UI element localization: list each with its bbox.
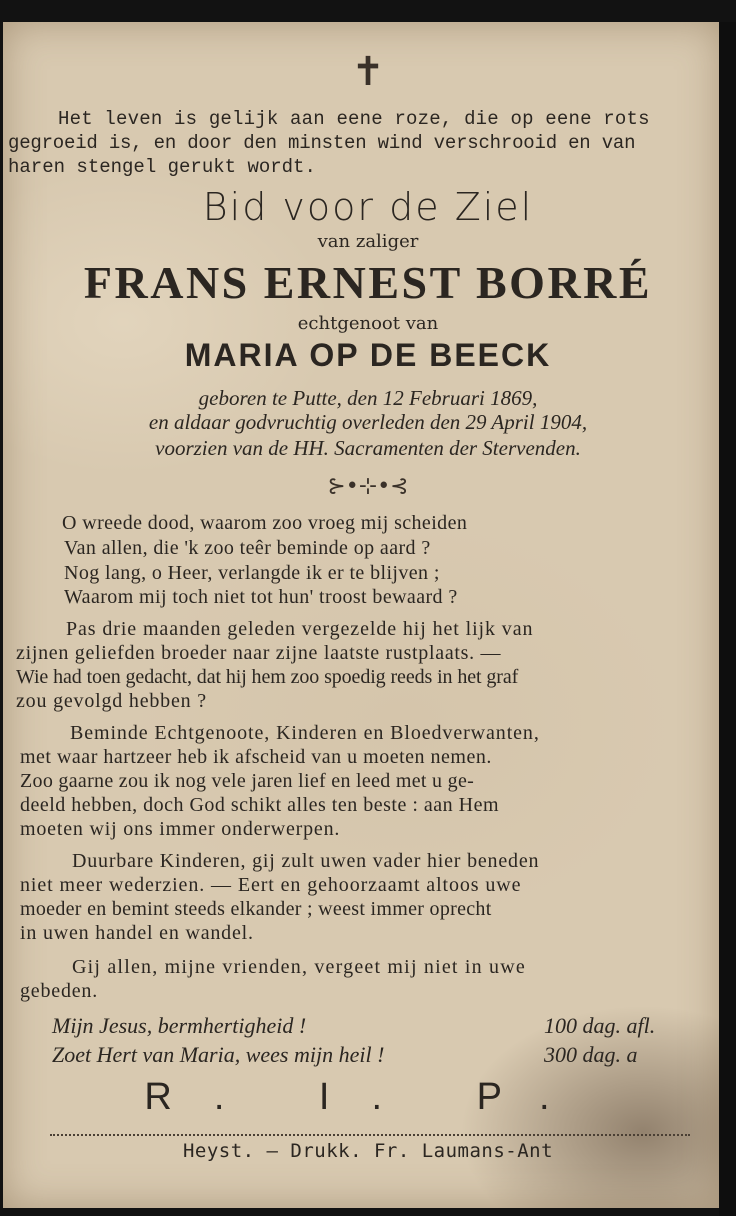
poem-line: Nog lang, o Heer, verlangde ik er te blijven ; bbox=[64, 562, 440, 584]
indulgence-prayer: Zoet Hert van Maria, wees mijn heil ! bbox=[52, 1042, 385, 1067]
paragraph-line: zijnen geliefden broeder naar zijne laatste rustplaats. — bbox=[16, 642, 502, 664]
spouse-name: MARIA OP DE BEECK bbox=[184, 337, 552, 373]
printer-credit: Heyst. — Drukk. Fr. Laumans-Ant bbox=[182, 1140, 554, 1162]
cross-icon: ✝ bbox=[351, 49, 385, 95]
paragraph-line: Zoo gaarne zou ik nog vele jaren lief en leed met u ge- bbox=[20, 770, 475, 792]
intro-line: gegroeid is, en door den minsten wind verschrooid en van bbox=[8, 132, 636, 154]
paragraph-line: Beminde Echtgenoote, Kinderen en Bloedverwanten, bbox=[70, 722, 540, 744]
paragraph-line: gebeden. bbox=[20, 980, 99, 1002]
paragraph-line: niet meer wederzien. — Eert en gehoorzaamt altoos uwe bbox=[20, 874, 522, 896]
intro-line: Het leven is gelijk aan eene roze, die op eene rots bbox=[58, 108, 650, 130]
sacrament-line: voorzien van de HH. Sacramenten der Stervenden. bbox=[155, 436, 581, 460]
paragraph-line: in uwen handel en wandel. bbox=[20, 922, 254, 944]
paragraph-line: Gij allen, mijne vrienden, vergeet mij niet in uwe bbox=[72, 956, 526, 978]
paragraph-line: deeld hebben, doch God schikt alles ten beste : aan Hem bbox=[20, 794, 500, 816]
deceased-name: FRANS ERNEST BORRÉ bbox=[83, 257, 653, 308]
indulgence-days: 300 dag. a bbox=[544, 1042, 638, 1067]
paragraph-line: Duurbare Kinderen, gij zult uwen vader hier beneden bbox=[72, 850, 540, 872]
paragraph-line: moeten wij ons immer onderwerpen. bbox=[20, 818, 341, 840]
late-label: van zaliger bbox=[317, 231, 419, 252]
prayer-heading: Bid voor de Ziel bbox=[202, 185, 534, 229]
dotted-divider bbox=[50, 1134, 690, 1136]
paragraph-line: Wie had toen gedacht, dat hij hem zoo spoedig reeds in het graf bbox=[16, 666, 519, 688]
spouse-label: echtgenoot van bbox=[297, 313, 439, 334]
paragraph-line: moeder en bemint steeds elkander ; weest immer oprecht bbox=[20, 898, 492, 920]
poem-line: Waarom mij toch niet tot hun' troost bewaard ? bbox=[64, 586, 458, 608]
indulgence-days: 100 dag. afl. bbox=[544, 1013, 656, 1038]
poem-line: Van allen, die 'k zoo teêr beminde op aard ? bbox=[64, 537, 431, 559]
paragraph-line: met waar hartzeer heb ik afscheid van u moeten nemen. bbox=[20, 746, 492, 768]
death-date-line: en aldaar godvruchtig overleden den 29 April 1904, bbox=[148, 410, 588, 434]
paragraph-line: zou gevolgd hebben ? bbox=[16, 690, 207, 712]
intro-line: haren stengel gerukt wordt. bbox=[8, 156, 316, 178]
rip-text: R. I. P. bbox=[144, 1076, 592, 1118]
indulgence-prayer: Mijn Jesus, bermhertigheid ! bbox=[52, 1013, 307, 1038]
paragraph-line: Pas drie maanden geleden vergezelde hij het lijk van bbox=[66, 618, 534, 640]
ornament-divider: ⊱•⊹•⊰ bbox=[327, 474, 409, 499]
birth-date-line: geboren te Putte, den 12 Februari 1869, bbox=[198, 386, 538, 410]
poem-line: O wreede dood, waarom zoo vroeg mij scheiden bbox=[62, 512, 468, 534]
